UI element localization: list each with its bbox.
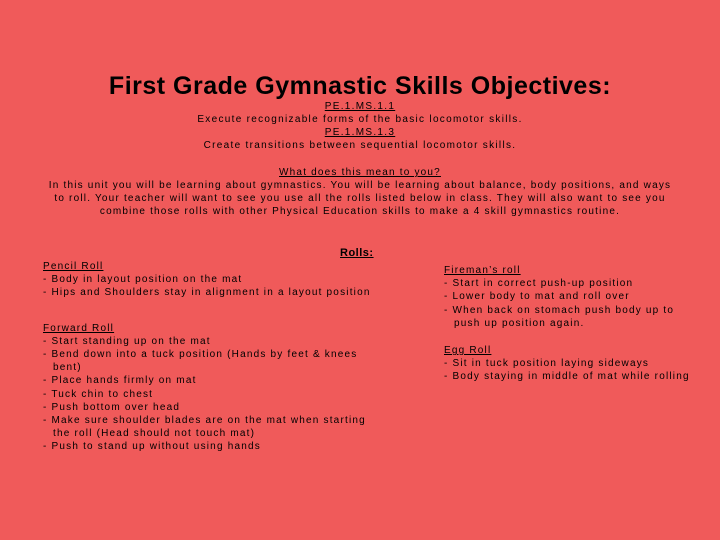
roll-step: - Bend down into a tuck position (Hands by feet & knees bent): [43, 349, 358, 374]
meaning-section: [42, 166, 678, 218]
roll-title: Fireman’s roll: [444, 265, 521, 276]
roll-step: - Body in layout position on the mat: [43, 274, 243, 286]
roll-step: - When back on stomach push body up to push up position again.: [444, 304, 675, 329]
roll-steps: [43, 273, 373, 299]
meaning-text: In this unit you will be learning about gymnastics. You will be learning about balance, body positions, and ways to roll. Your teacher will want to see you use all the rolls listed below in class. They will also want to see you combine those rolls with other Physical Education skills to make a 4 skill gymnastics routine.: [48, 180, 672, 217]
roll-step: - Start standing up on the mat: [43, 335, 211, 347]
roll-step: - Sit in tuck position laying sideways: [444, 358, 650, 370]
rolls-heading: Rolls:: [340, 247, 374, 259]
roll-block-pencil: [43, 260, 373, 300]
roll-title: Egg Roll: [444, 345, 492, 357]
roll-steps: [444, 277, 694, 330]
roll-step: - Push bottom over head: [43, 401, 181, 413]
roll-step: - Hips and Shoulders stay in alignment in a layout position: [43, 287, 371, 299]
roll-block-fireman: [444, 264, 694, 330]
roll-block-egg: [444, 344, 694, 384]
roll-steps: [444, 357, 694, 383]
roll-step: - Start in correct push-up position: [444, 278, 634, 290]
roll-step: - Body staying in middle of mat while rolling: [444, 371, 690, 383]
roll-title: Forward Roll: [43, 322, 115, 334]
right-rolls-column: [444, 264, 694, 384]
roll-title: Pencil Roll: [43, 261, 104, 272]
objective-text: Create transitions between sequential locomotor skills.: [203, 140, 517, 151]
page-title: First Grade Gymnastic Skills Objectives:: [108, 72, 612, 100]
objectives: [0, 100, 720, 152]
objective-code: PE.1.MS.1.1: [324, 101, 396, 112]
roll-step: - Place hands firmly on mat: [43, 375, 197, 387]
roll-steps: [43, 335, 373, 454]
objective-code: PE.1.MS.1.3: [324, 127, 396, 138]
roll-step: - Make sure shoulder blades are on the mat when starting the roll (Head should not touch mat): [43, 415, 366, 440]
roll-block-forward: [43, 322, 373, 454]
roll-step: - Lower body to mat and roll over: [444, 291, 630, 303]
objective-text: Execute recognizable forms of the basic locomotor skills.: [197, 114, 523, 125]
roll-step: - Push to stand up without using hands: [43, 441, 261, 453]
left-rolls-column: [43, 260, 373, 454]
roll-step: - Tuck chin to chest: [43, 388, 154, 400]
meaning-heading: What does this mean to you?: [279, 167, 441, 178]
